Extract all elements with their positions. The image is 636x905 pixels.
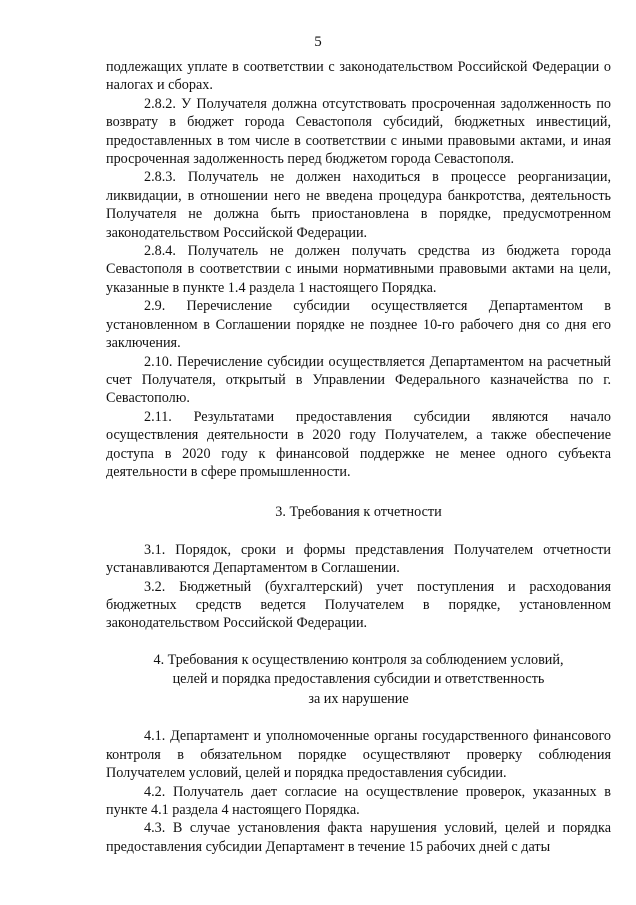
paragraph-2-10: 2.10. Перечисление субсидии осуществляется Департаментом на расчетный счет Получателя, открытый в Управлении Федерального казначейства по г. Севастополю. (106, 353, 611, 407)
paragraph-4-3: 4.3. В случае установления факта нарушения условий, целей и порядка предоставления субсидии Департамент в течение 15 рабочих дней с даты (106, 820, 611, 855)
paragraph-2-8-3: 2.8.3. Получатель не должен находиться в процессе реорганизации, ликвидации, в отношении него не введена процедура банкротства, деятельность Получателя не должна быть приостановлена в порядке, предусмотренном законодательством Российской Федерации. (106, 169, 611, 241)
section-4-title-line-3: за их нарушение (308, 690, 409, 707)
document-body (106, 58, 611, 856)
paragraph-3-2: 3.2. Бюджетный (бухгалтерский) учет поступления и расходования бюджетных средств ведется Получателем в порядке, установленном законодательством Российской Федерации. (106, 578, 611, 632)
paragraph-4-2: 4.2. Получатель дает согласие на осуществление проверок, указанных в пункте 4.1 раздела 4 настоящего Порядка. (106, 783, 611, 818)
paragraph-2-8-4: 2.8.4. Получатель не должен получать средства из бюджета города Севастополя в соответствии с иными нормативными правовыми актами на цели, указанные в пункте 1.4 раздела 1 настоящего Порядка. (106, 243, 611, 296)
section-3-title: 3. Требования к отчетности (275, 504, 442, 521)
paragraph-2-8-2: 2.8.2. У Получателя должна отсутствовать просроченная задолженность по возврату в бюджет города Севастополя субсидий, бюджетных инвестиций, предоставленных в том числе в соответствии с иными правовыми актами, и иная просроченная задолженность перед бюджетом города Севастополя. (106, 95, 611, 168)
paragraph-2-9: 2.9. Перечисление субсидии осуществляется Департаментом в установленном в Соглашении порядке не позднее 10-го рабочего дня со дня его заключения. (106, 298, 611, 352)
paragraph-2-11: 2.11. Результатами предоставления субсидии являются начало осуществления деятельности в 2020 году Получателем, а также обеспечение доступа в 2020 году к финансовой поддержке не менее одного субъекта деятельности в сфере промышленности. (106, 408, 611, 480)
paragraph-4-1: 4.1. Департамент и уполномоченные органы государственного финансового контроля в обязательном порядке осуществляют проверку соблюдения Получателем условий, целей и порядка предоставления субсидии. (106, 728, 611, 782)
section-4-title-line-2: целей и порядка предоставления субсидии и ответственность (172, 671, 545, 688)
section-4-title-line-1: 4. Требования к осуществлению контроля за соблюдением условий, (153, 651, 564, 668)
paragraph-3-1: 3.1. Порядок, сроки и формы представления Получателем отчетности устанавливаются Департаментом в Соглашении. (106, 541, 611, 577)
paragraph-continuation: подлежащих уплате в соответствии с законодательством Российской Федерации о налогах и сборах. (106, 59, 611, 94)
page-number: 5 (314, 34, 322, 50)
